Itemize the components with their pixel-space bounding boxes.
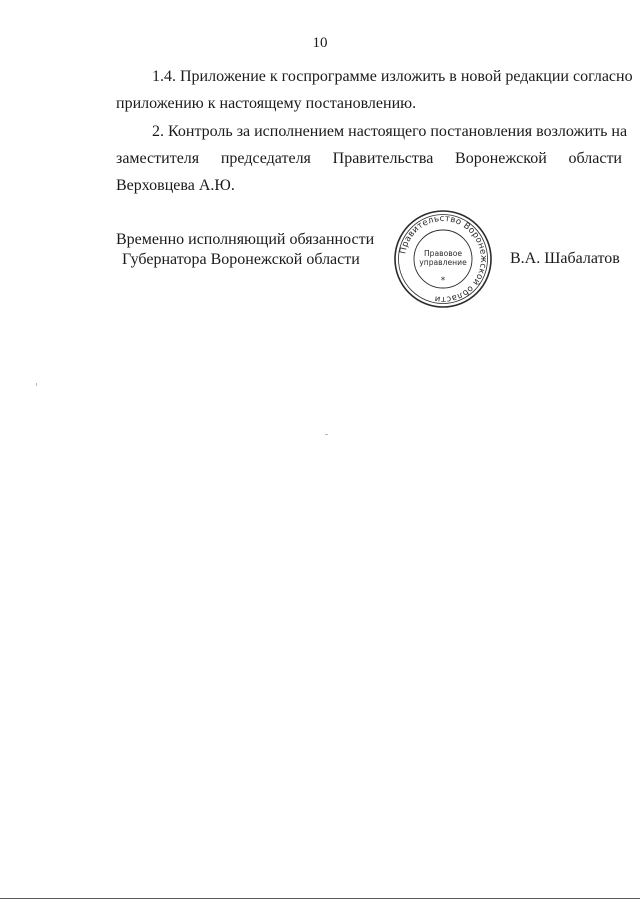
signatory-position	[116, 230, 374, 270]
paragraph-line: 2. Контроль за исполнением настоящего постановления возложить на	[152, 123, 628, 140]
paragraph-line: заместителя председателя Правительства Воронежской области	[116, 150, 622, 167]
scan-speck	[325, 434, 328, 435]
paragraph-line: приложению к настоящему постановлению.	[116, 95, 417, 112]
paragraph-1-4	[116, 63, 633, 117]
signatory-position-line: Губернатора Воронежской области	[122, 251, 360, 268]
signatory-name: В.А. Шабалатов	[510, 250, 620, 267]
scan-edge-line	[0, 898, 640, 899]
signatory-position-line: Временно исполняющий обязанности	[116, 231, 375, 248]
seal-star-icon: *	[440, 276, 446, 286]
paragraph-line: 1.4. Приложение к госпрограмме изложить в новой редакции согласно	[152, 68, 633, 85]
paragraph-line: Верховцева А.Ю.	[116, 177, 235, 194]
page-number: 10	[312, 35, 328, 51]
paragraph-2	[116, 118, 628, 199]
seal-center-line-1: Правовое	[423, 249, 463, 258]
official-seal-stamp	[392, 208, 494, 310]
seal-center-line-2: управление	[419, 258, 467, 267]
seal-outer-text-path: Правительство Воронежской области	[398, 213, 489, 305]
scan-speck	[36, 383, 37, 386]
